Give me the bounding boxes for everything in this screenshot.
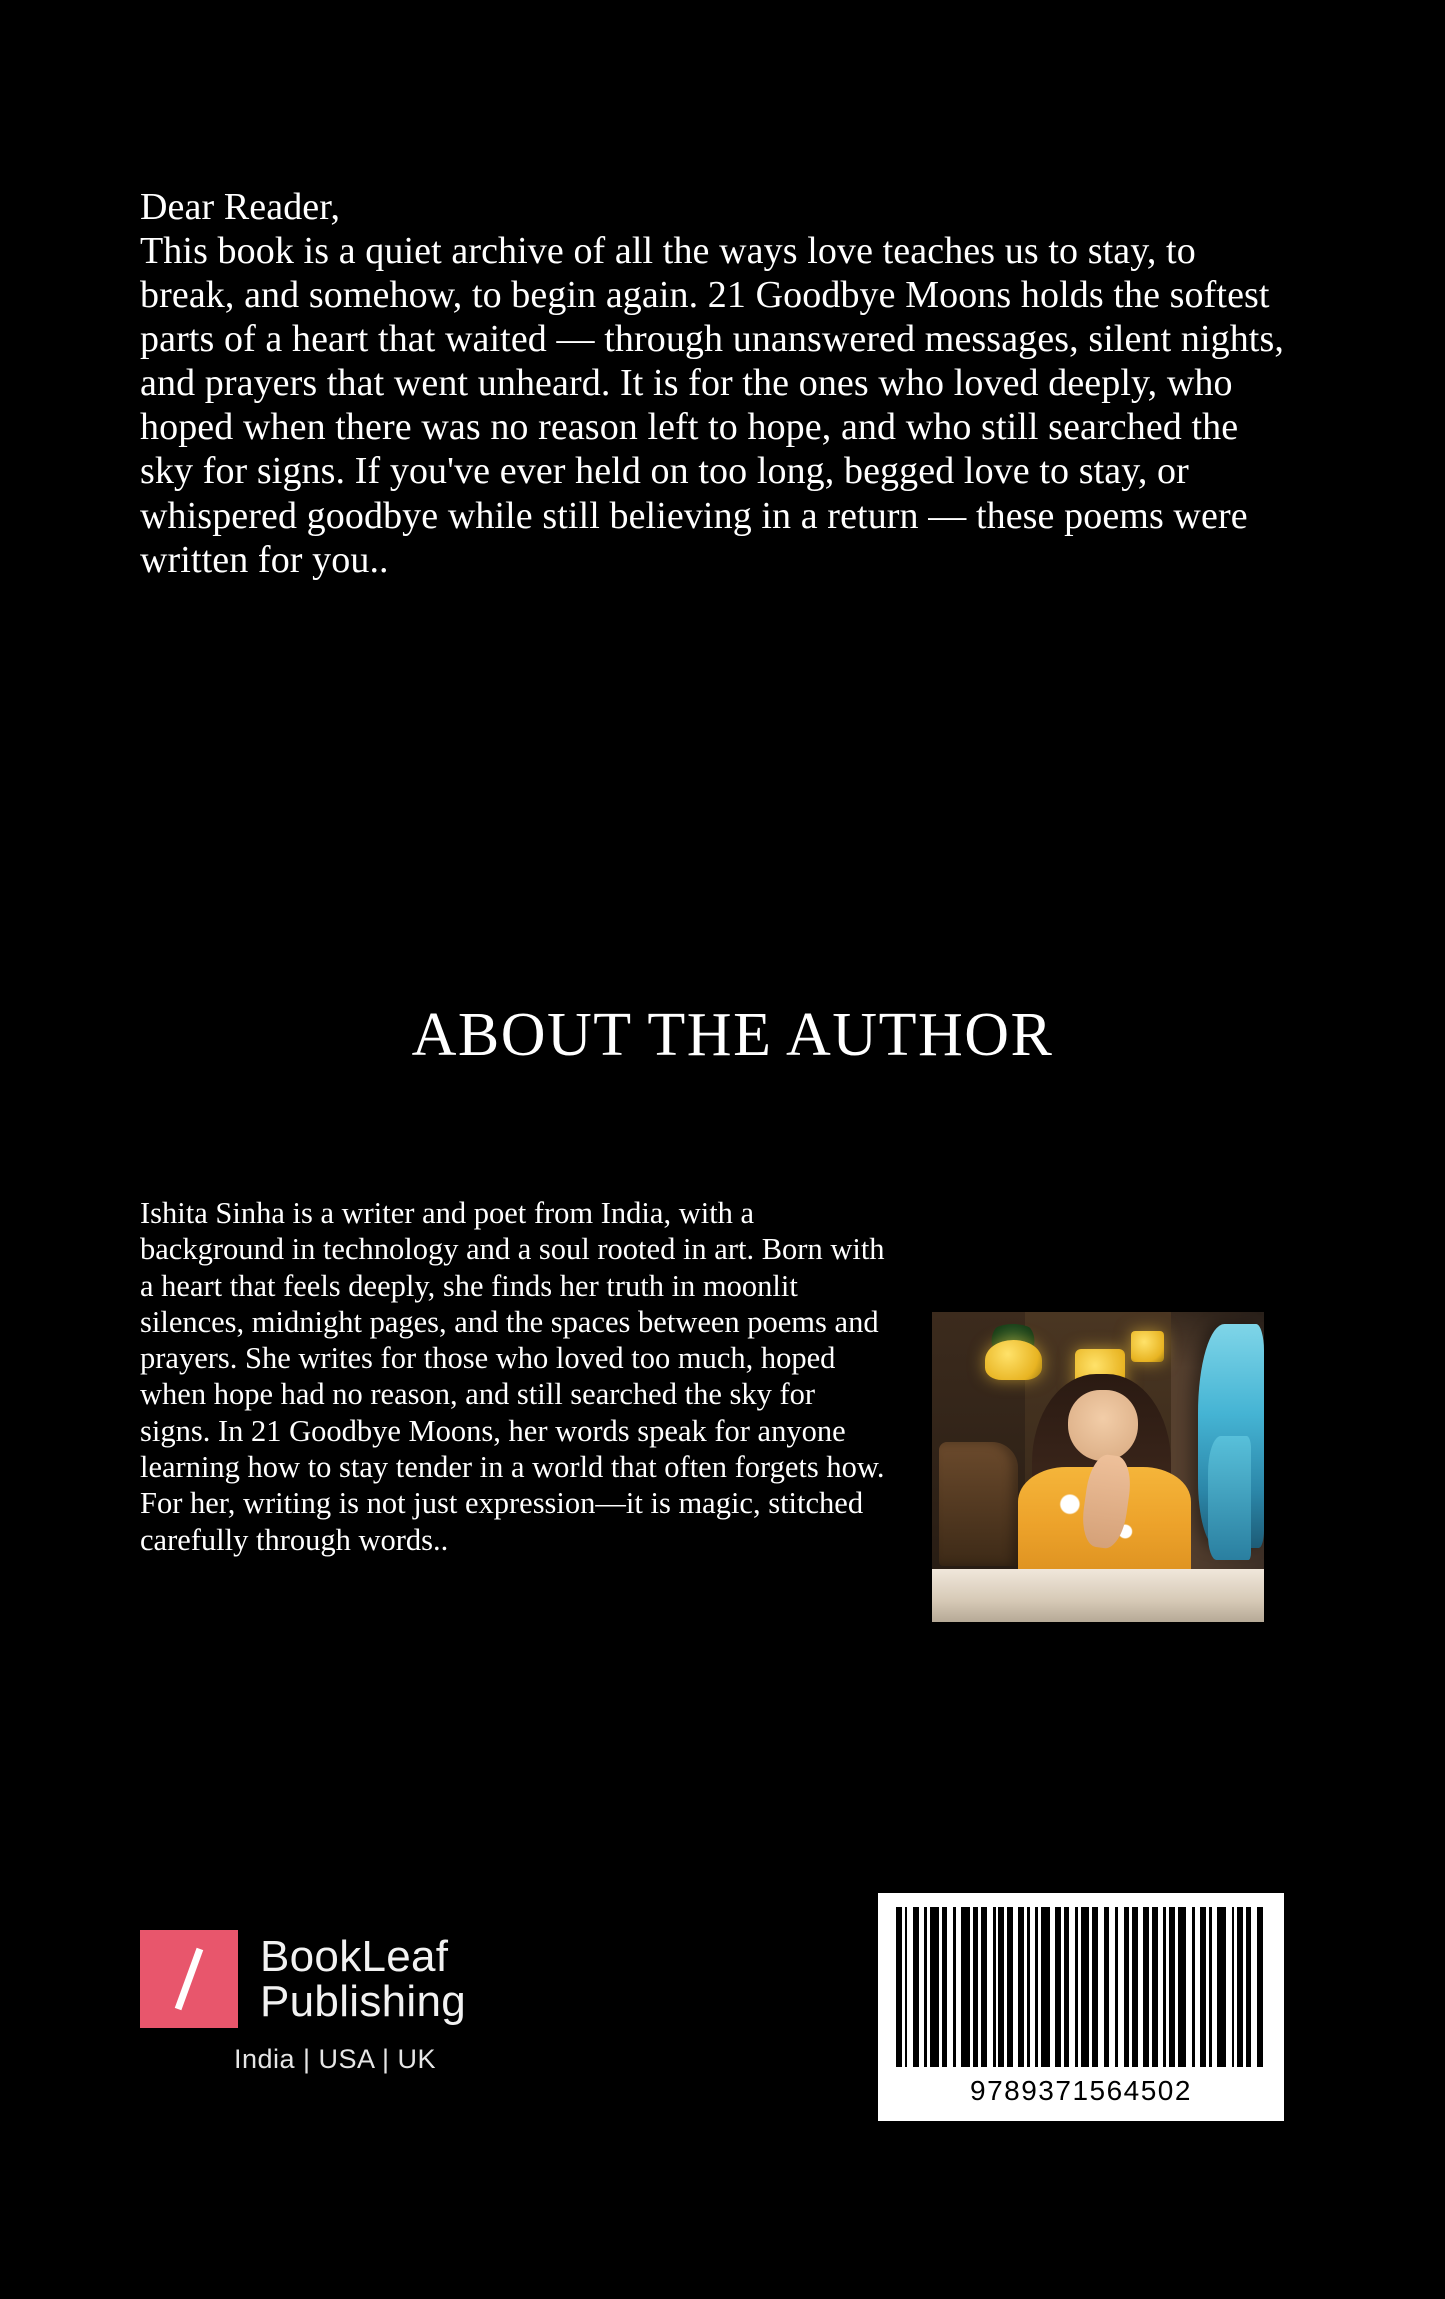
photo-lamp-three <box>1131 1331 1164 1362</box>
photo-chair <box>939 1442 1019 1566</box>
bookleaf-slash-icon <box>140 1930 238 2028</box>
publisher-name-line2: Publishing <box>260 1977 467 2026</box>
publisher-logo-block <box>140 1930 540 2075</box>
barcode <box>878 1893 1284 2121</box>
blurb-salutation: Dear Reader, <box>140 186 341 228</box>
author-photo-image <box>932 1312 1264 1622</box>
author-photo <box>932 1312 1264 1622</box>
author-bio-text: Ishita Sinha is a writer and poet from India, with a background in technology and a soul rooted in art. Born with a heart that feels deeply, she finds her truth in moonlit silences, midnight pages, and the spaces between poems and prayers. She writes for those who loved too much, hoped when hope had no reason, and still searched the sky for signs. In 21 Goodbye Moons, her words speak for anyone learning how to stay tender in a world that often forgets how. For her, writing is not just expression—it is magic, stitched carefully through words.. <box>140 1196 885 1557</box>
publisher-name <box>260 1931 467 2026</box>
publisher-name-line1: BookLeaf <box>260 1931 449 1981</box>
about-the-author-heading: ABOUT THE AUTHOR <box>411 1001 1054 1069</box>
photo-table <box>932 1569 1264 1622</box>
publisher-logo-row <box>140 1930 540 2028</box>
blurb-text-block <box>140 185 1295 582</box>
photo-lamp-one <box>985 1340 1041 1380</box>
blurb-body: This book is a quiet archive of all the ways love teaches us to stay, to break, and somehow, to begin again. 21 Goodbye Moons holds the softest parts of a heart that waited — through unanswered messages, silent nights, and prayers that went unheard. It is for the ones who loved deeply, who hoped when there was no reason left to hope, and who still searched the sky for signs. If you've ever held on too long, begged love to stay, or whispered goodbye while still believing in a return — these poems were written for you.. <box>140 230 1284 581</box>
slash-stroke-icon <box>175 1948 203 2011</box>
photo-blue-panel-secondary <box>1208 1436 1251 1560</box>
barcode-bars <box>896 1907 1266 2067</box>
photo-person-face <box>1068 1390 1138 1461</box>
barcode-isbn-number: 9789371564502 <box>970 2075 1192 2106</box>
publisher-locations: India | USA | UK <box>233 2044 437 2074</box>
